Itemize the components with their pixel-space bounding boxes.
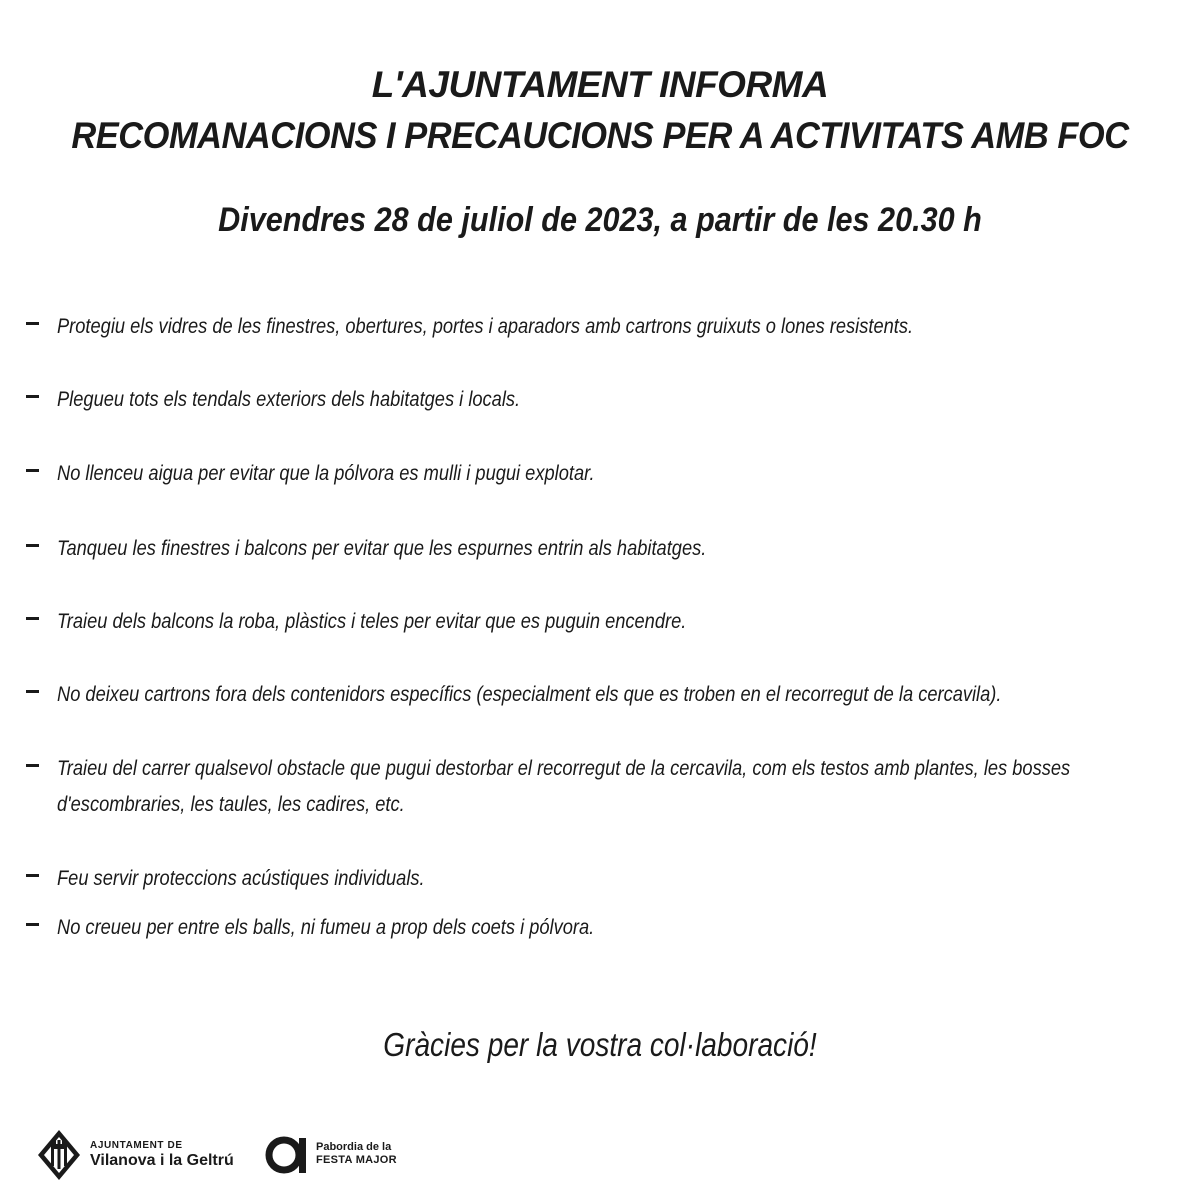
header-title: L'AJUNTAMENT INFORMA xyxy=(371,64,829,105)
dash-bullet-icon xyxy=(26,395,39,398)
ajuntament-logo xyxy=(36,1128,256,1182)
event-date: Divendres 28 de juliol de 2023, a partir de les 20.30 h xyxy=(218,201,982,239)
town-name: Vilanova i la Geltrú xyxy=(90,1152,234,1169)
list-item-text: Traieu del carrer qualsevol obstacle que pugui destorbar el recorregut de la cercavila, com els testos amb plantes, les bosses d'escombraries, les taules, les cadires, etc. xyxy=(57,757,1071,816)
dash-bullet-icon xyxy=(26,544,39,547)
dash-bullet-icon xyxy=(26,764,39,767)
list-item-text: No llenceu aigua per evitar que la pólvora es mulli i pugui explotar. xyxy=(57,462,595,485)
dash-bullet-icon xyxy=(26,874,39,877)
list-item-text: No deixeu cartrons fora dels contenidors específics (especialment els que es troben en el recorregut de la cercavila). xyxy=(57,683,1002,706)
list-item-text: No creueu per entre els balls, ni fumeu a prop dels coets i pólvora. xyxy=(57,916,595,939)
dash-bullet-icon xyxy=(26,617,39,620)
pabordia-logo xyxy=(262,1128,442,1182)
thanks-message: Gràcies per la vostra col·laboració! xyxy=(383,1026,817,1063)
list-item-text: Plegueu tots els tendals exteriors dels habitatges i locals. xyxy=(57,388,521,411)
list-item-text: Protegiu els vidres de les finestres, obertures, portes i aparadors amb cartrons gruixuts o lones resistents. xyxy=(57,315,914,338)
list-item-text: Traieu dels balcons la roba, plàstics i teles per evitar que es puguin encendre. xyxy=(57,610,687,633)
dash-bullet-icon xyxy=(26,322,39,325)
dash-bullet-icon xyxy=(26,690,39,693)
town-shield-icon xyxy=(36,1128,82,1182)
list-item-text: Feu servir proteccions acústiques individuals. xyxy=(57,867,425,890)
dash-bullet-icon xyxy=(26,469,39,472)
header-subtitle: RECOMANACIONS I PRECAUCIONS PER A ACTIVITATS AMB FOC xyxy=(71,115,1129,156)
festa-major-label: FESTA MAJOR xyxy=(316,1154,397,1166)
list-item-text: Tanqueu les finestres i balcons per evitar que les espurnes entrin als habitatges. xyxy=(57,537,707,560)
ajuntament-label: AJUNTAMENT DE xyxy=(90,1140,183,1151)
pabordia-a-icon xyxy=(262,1128,312,1182)
dash-bullet-icon xyxy=(26,923,39,926)
pabordia-label: Pabordia de la xyxy=(316,1141,392,1153)
